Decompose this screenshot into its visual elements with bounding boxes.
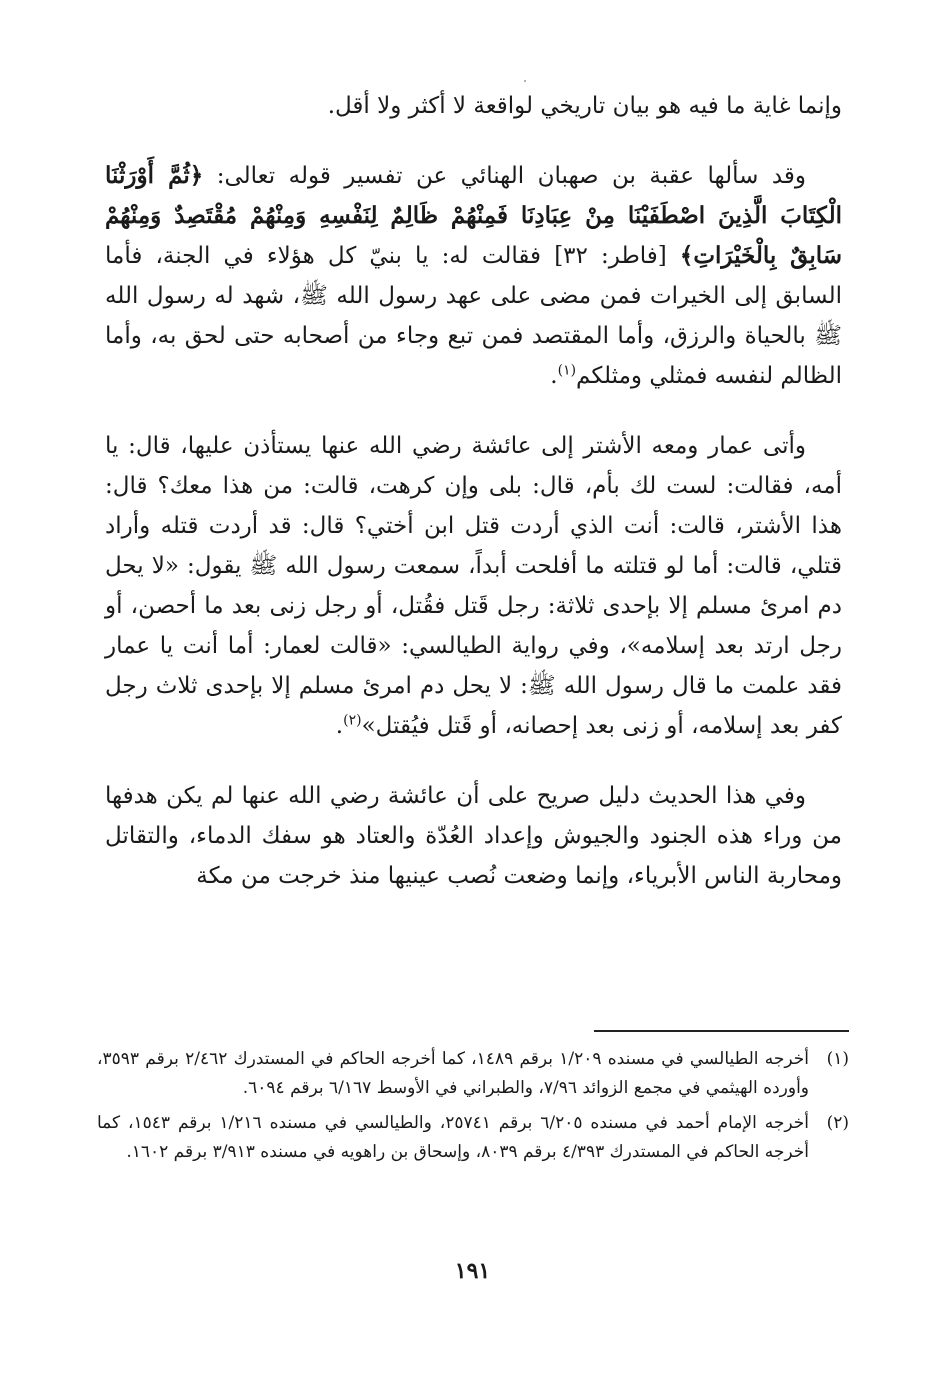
page-number: ١٩١ xyxy=(454,1258,491,1284)
footnote-2 xyxy=(97,1109,849,1167)
footnote-text: أخرجه الإمام أحمد في مسنده ٦/٢٠٥ برقم ٢٥٧٤١، والطيالسي في مسنده ١/٢١٦ برقم ١٥٤٣، كما أخرجه الحاكم في المستدرك ٤/٣٩٣ برقم ٨٠٣٩، وإسحاق بن راهويه في مسنده ٣/٩١٣ برقم ١٦٠٢. xyxy=(97,1113,810,1162)
paragraph-1: وإنما غاية ما فيه هو بيان تاريخي لواقعة لا أكثر ولا أقل. xyxy=(327,93,842,119)
quran-verse: ﴿ثُمَّ أَوْرَثْنَا الْكِتَابَ الَّذِينَ اصْطَفَيْنَا مِنْ عِبَادِنَا فَمِنْهُمْ ظَالِمٌ لِنَفْسِهِ وَمِنْهُمْ مُقْتَصِدٌ وَمِنْهُمْ سَابِقٌ بِالْخَيْرَاتِ﴾ xyxy=(105,162,842,269)
paragraph-gap xyxy=(105,746,842,776)
footnote-number: (٢) xyxy=(826,1113,849,1133)
paragraph-2-end: . xyxy=(550,363,558,389)
footnote-ref-2[interactable]: (٢) xyxy=(343,712,362,729)
paragraph-4: وفي هذا الحديث دليل صريح على أن عائشة رضي الله عنها لم يكن هدفها من وراء هذه الجنود والجيوش وإعداد العُدّة والعتاد هو سفك الدماء، والتقاتل ومحاربة الناس الأبرياء، وإنما وضعت نُصب عينيها منذ خرجت من مكة xyxy=(105,783,842,889)
footnote-separator xyxy=(594,1030,849,1032)
paragraph-2-rest: [فاطر: ٣٢] فقالت له: يا بنيّ كل هؤلاء في الجنة، فأما السابق إلى الخيرات فمن مضى على عهد رسول الله ﷺ، شهد له رسول الله ﷺ بالحياة والرزق، وأما المقتصد فمن تبع وجاء من أصحابه حتى لحق به، وأما الظالم لنفسه فمثلي ومثلكم xyxy=(105,243,842,389)
paragraph-gap xyxy=(105,396,842,426)
footnote-text: أخرجه الطيالسي في مسنده ١/٢٠٩ برقم ١٤٨٩، كما أخرجه الحاكم في المستدرك ٢/٤٦٢ برقم ٣٥٩٣، وأورده الهيثمي في مجمع الزوائد ٧/٩٦، والطبراني في الأوسط ٦/١٦٧ برقم ٦٠٩٤. xyxy=(97,1049,810,1098)
paragraph-3-end: . xyxy=(335,713,344,739)
speck-mark xyxy=(524,80,526,82)
paragraph-3 xyxy=(105,426,842,746)
footnote-ref-1[interactable]: (١) xyxy=(557,362,577,379)
paragraph-2 xyxy=(105,156,842,396)
main-text xyxy=(105,86,842,896)
footnotes xyxy=(97,1045,849,1173)
paragraph-gap xyxy=(105,126,842,156)
paragraph-2-lead: وقد سألها عقبة بن صهبان الهنائي عن تفسير قوله تعالى: xyxy=(203,163,806,189)
paragraph-3-text: وأتى عمار ومعه الأشتر إلى عائشة رضي الله عنها يستأذن عليها، قال: يا أمه، فقالت: لست لك بأم، قال: بلى وإن كرهت، قالت: من هذا معك؟ قال: هذا الأشتر، قالت: أنت الذي أردت قتل ابن أختي؟ قال: قد أردت قتله وأراد قتلي، قالت: أما لو قتلته ما أفلحت أبداً، سمعت رسول الله ﷺ يقول: «لا يحل دم امرئ مسلم إلا بإحدى ثلاثة: رجل قَتل فقُتل، أو رجل زنى بعد ما أحصن، أو رجل ارتد بعد إسلامه»، وفي رواية الطيالسي: «قالت لعمار: أما أنت يا عمار فقد علمت ما قال رسول الله ﷺ: لا يحل دم امرئ مسلم إلا بإحدى ثلاث رجل كفر بعد إسلامه، أو زنى بعد إحصانه، أو قَتل فيُقتل» xyxy=(105,433,842,739)
footnote-number: (١) xyxy=(826,1049,849,1069)
footnote-1 xyxy=(97,1045,849,1103)
